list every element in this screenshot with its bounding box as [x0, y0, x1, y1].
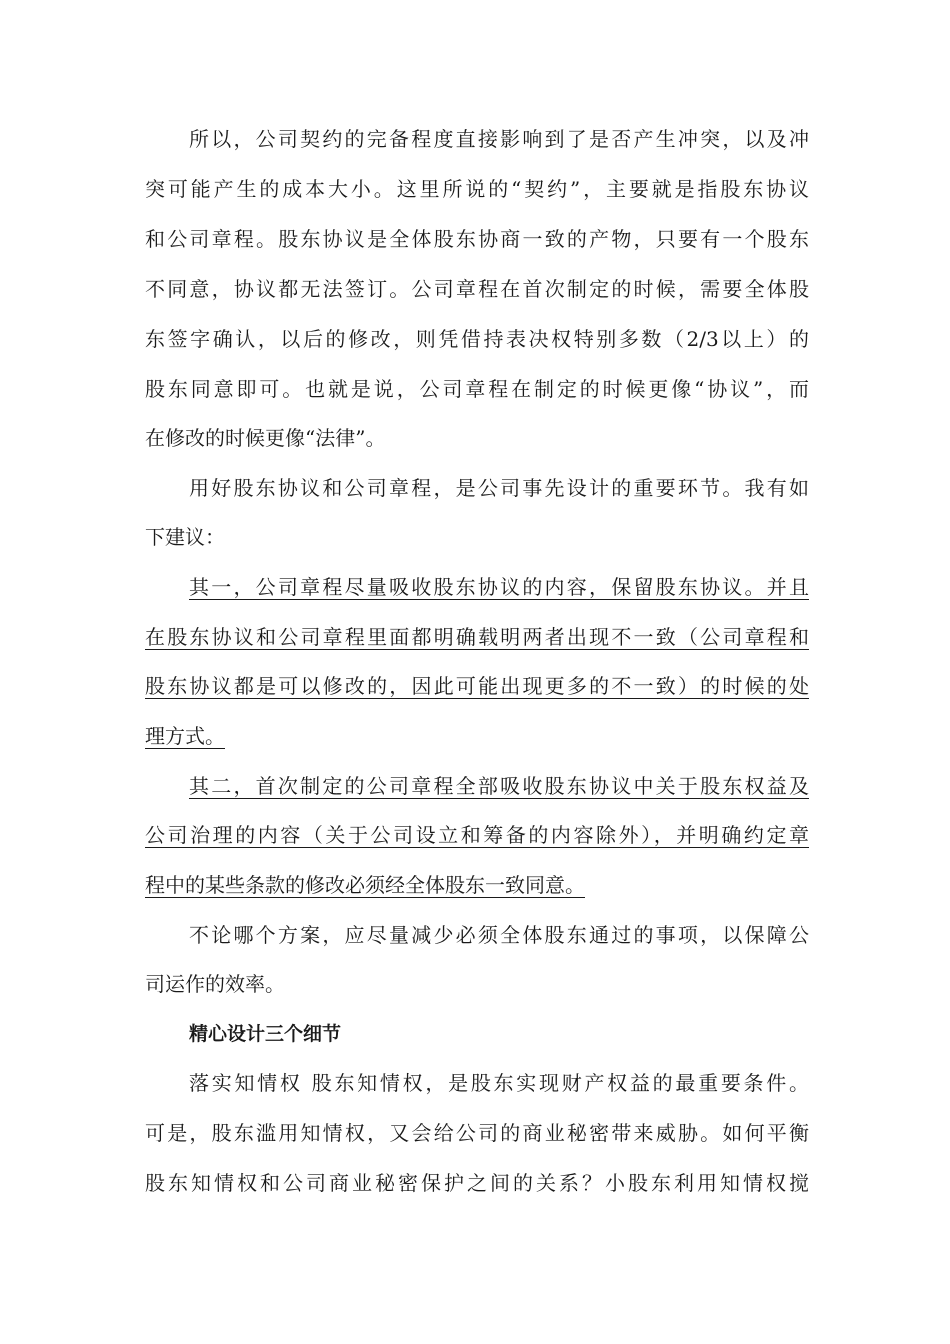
paragraph-line: 东签字确认，以后的修改，则凭借持表决权特别多数（2/3以上）的 — [145, 327, 809, 351]
underlined-text: 理方式。 — [145, 724, 225, 748]
underlined-line — [189, 572, 809, 602]
underlined-text: 其一，公司章程尽量吸收股东协议的内容，保留股东协议。并且 — [189, 575, 809, 599]
underlined-text: 在股东协议和公司章程里面都明确载明两者出现不一致（公司章程和 — [145, 625, 809, 649]
underlined-text: 股东协议都是可以修改的，因此可能出现更多的不一致）的时候的处 — [145, 674, 809, 698]
underlined-line — [145, 721, 809, 751]
underlined-line — [145, 671, 809, 701]
paragraph-line: 股东知情权和公司商业秘密保护之间的关系？小股东利用知情权搅 — [145, 1171, 809, 1195]
underlined-text: 其二，首次制定的公司章程全部吸收股东协议中关于股东权益及 — [189, 774, 809, 798]
paragraph-line: 司运作的效率。 — [145, 972, 285, 996]
paragraph-line: 用好股东协议和公司章程，是公司事先设计的重要环节。我有如 — [189, 476, 809, 500]
underlined-text: 程中的某些条款的修改必须经全体股东一致同意。 — [145, 873, 585, 897]
paragraph-line: 不论哪个方案，应尽量减少必须全体股东通过的事项，以保障公 — [189, 923, 809, 947]
paragraph-line: 可是，股东滥用知情权，又会给公司的商业秘密带来威胁。如何平衡 — [145, 1121, 809, 1145]
paragraph-line: 突可能产生的成本大小。这里所说的“契约”，主要就是指股东协议 — [145, 177, 809, 201]
paragraph-line: 落实知情权 股东知情权，是股东实现财产权益的最重要条件。 — [189, 1071, 809, 1095]
paragraph-line: 和公司章程。股东协议是全体股东协商一致的产物，只要有一个股东 — [145, 227, 809, 251]
paragraph-line: 所以，公司契约的完备程度直接影响到了是否产生冲突，以及冲 — [189, 127, 809, 151]
paragraph-line: 在修改的时候更像“法律”。 — [145, 426, 386, 450]
underlined-line — [145, 870, 809, 900]
underlined-line — [189, 771, 809, 801]
paragraph-line: 股东同意即可。也就是说，公司章程在制定的时候更像“协议”，而 — [145, 377, 809, 401]
paragraph-line: 下建议： — [145, 525, 225, 549]
underlined-line — [145, 622, 809, 652]
paragraph-line: 不同意，协议都无法签订。公司章程在首次制定的时候，需要全体股 — [145, 277, 809, 301]
underlined-line — [145, 820, 809, 850]
underlined-text: 公司治理的内容（关于公司设立和筹备的内容除外），并明确约定章 — [145, 823, 809, 847]
section-heading: 精心设计三个细节 — [189, 1023, 342, 1045]
